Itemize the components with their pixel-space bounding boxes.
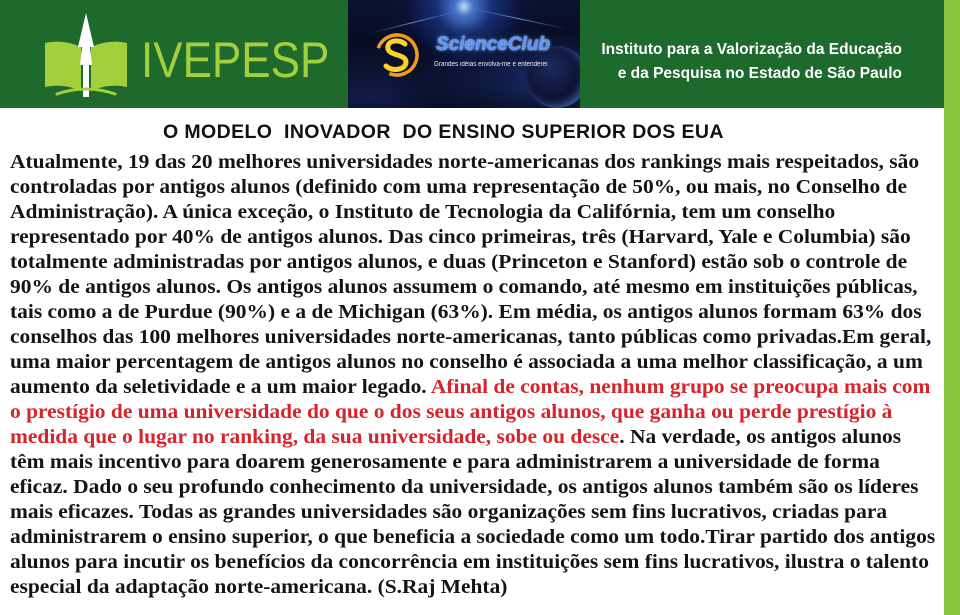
page-header: [0, 0, 944, 108]
institute-name-line: Instituto para a Valorização da Educação: [601, 41, 902, 58]
book-left-page: [45, 42, 81, 91]
text-line: especial da adaptação norte-americana. (S.Raj Mehta): [10, 577, 508, 598]
text-line: Administração). A única exceção, o Instituto de Tecnologia da Califórnia, tem um conselho: [10, 202, 836, 223]
science-club-tagline: Grandes idéias envolva-me e entenderei: [434, 61, 548, 68]
text-line: mais eficazes. Todas as grandes universidades são organizações sem fins lucrativos, criadas para: [10, 502, 888, 523]
text-line: totalmente administradas por antigos alunos, e duas (Princeton e Stanford) estão sob o controle de: [10, 252, 908, 273]
highlighted-text: medida que o lugar no ranking, da sua universidade, sobe ou desce: [10, 427, 620, 448]
text-line: [10, 375, 941, 400]
text-line: representado por 40% de antigos alunos. Das cinco primeiras, três (Harvard, Yale e Columbia) são: [10, 227, 911, 248]
text-line: 90% de antigos alunos. Os antigos alunos assumem o comando, até mesmo em instituições públicas,: [10, 277, 918, 298]
science-club-s-logo-icon: [372, 30, 422, 80]
book-right-page: [91, 42, 127, 91]
text-line: tais como a de Purdue (90%) e a de Michigan (63%). Em média, os antigos alunos formam 63% dos: [10, 302, 922, 323]
science-club-brand: ScienceClub: [436, 34, 551, 55]
text-line: controladas por antigos alunos (definido com uma representação de 50%, ou mais, no Conselho de: [10, 177, 908, 198]
line-text: aumento da seletividade e a um maior legado.: [10, 377, 431, 398]
logo-s-swoosh: [386, 41, 406, 70]
text-line: uma maior percentagem de antigos alunos no conselho é associada a uma melhor classificação, a um: [10, 352, 923, 373]
text-line: alunos para incutir os benefícios da concorrência em instituições sem fins lucrativos, ilustra o talento: [10, 552, 929, 573]
science-club-banner: [348, 0, 580, 108]
text-line: [10, 400, 941, 425]
text-line: eficaz. Dado o seu profundo conhecimento da universidade, os antigos alunos também são os líderes: [10, 477, 919, 498]
banner-light-streak: [469, 8, 567, 30]
open-book-tree-icon: [43, 13, 129, 97]
highlighted-text: o prestígio de uma universidade do que o dos seus antigos alunos, que ganha ou perde prestígio à: [10, 402, 893, 423]
text-line: têm mais incentivo para doarem generosamente e para administrarem a universidade de forma: [10, 452, 880, 473]
text-line: conselhos das 100 melhores universidades norte-americanas, tanto públicas como privadas.Em geral,: [10, 327, 932, 348]
text-line: administrarem o ensino superior, o que beneficia a sociedade como um todo.Tirar partido dos antigos: [10, 527, 936, 548]
article-body: [10, 150, 941, 600]
highlighted-text: Afinal de contas, nenhum grupo se preocupa mais com: [430, 377, 931, 398]
article-title: O MODELO INOVADOR DO ENSINO SUPERIOR DOS EUA: [163, 121, 724, 143]
text-line: [10, 425, 941, 450]
institute-name-line: e da Pesquisa no Estado de São Paulo: [617, 65, 902, 82]
ivepesp-logo-text: IVEPESP: [141, 32, 330, 88]
line-text: . Na verdade, os antigos alunos: [619, 427, 902, 448]
text-line: Atualmente, 19 das 20 melhores universidades norte-americanas dos rankings mais respeitados, são: [10, 152, 920, 173]
side-accent-strip: [944, 0, 960, 615]
